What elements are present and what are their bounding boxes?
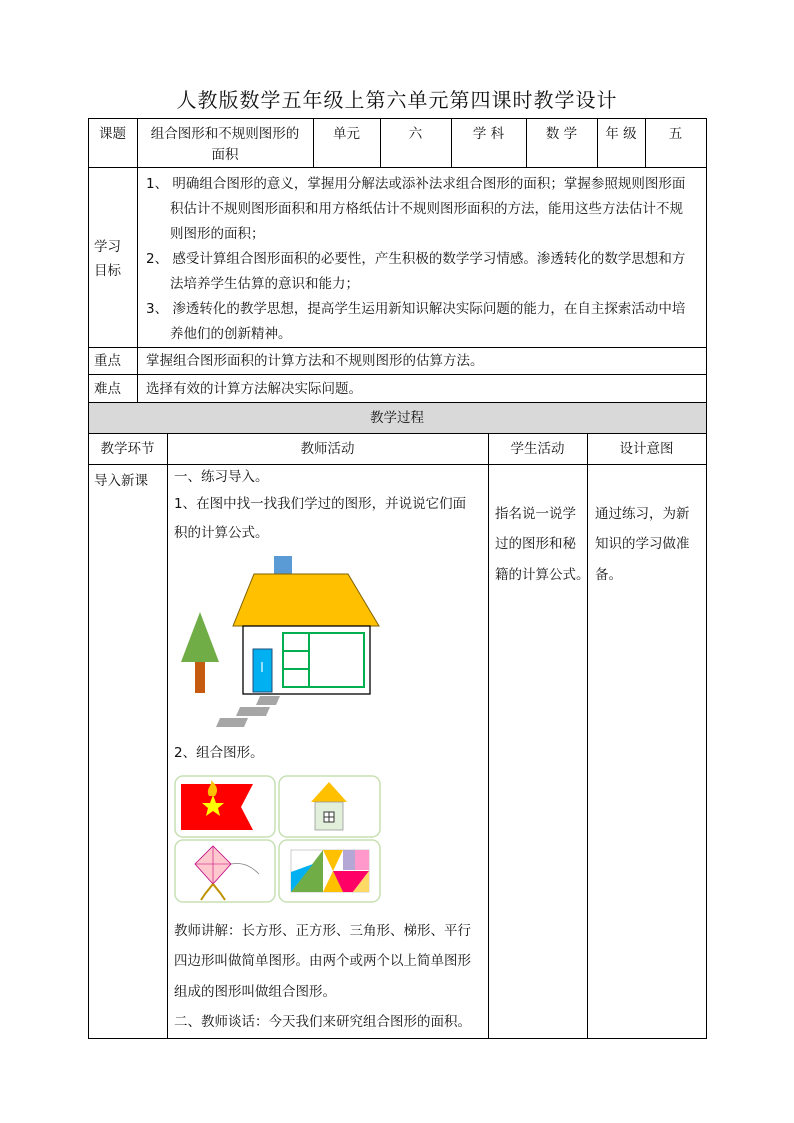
col-teacher: 教师活动	[300, 441, 355, 457]
col-student: 学生活动	[510, 441, 565, 457]
goal-line: 3、 渗透转化的教学思想，提高学生运用新知识解决实际问题的能力，在自主探索活动中培	[146, 301, 686, 317]
goals-label-line2: 目标	[94, 263, 121, 279]
goal-line: 2、 感受计算组合图形面积的必要性，产生积极的数学学习情感。渗透转化的数学思想和方	[146, 251, 686, 267]
difficulty-label: 难点	[94, 381, 121, 397]
intent-line: 通过练习，为新	[595, 506, 690, 522]
goals-label-line1: 学习	[94, 239, 121, 255]
composite-figures	[173, 774, 383, 904]
topic-label: 课题	[99, 126, 126, 142]
stage-name: 导入新课	[94, 473, 148, 489]
unit-value: 六	[408, 126, 423, 142]
student-line: 过的图形和秘	[495, 536, 576, 552]
intent-line: 备。	[595, 567, 622, 583]
intent-line: 知识的学习做准	[595, 536, 690, 552]
topic-value-line2: 面积	[211, 147, 239, 163]
grade-label: 年 级	[605, 126, 637, 142]
col-stage: 教学环节	[100, 441, 155, 457]
teacher-talk: 二、教师谈话：今天我们来研究组合图形的面积。	[174, 1014, 471, 1030]
goal-line: 法培养学生估算的意识和能力；	[170, 276, 359, 292]
grade-value: 五	[668, 126, 683, 142]
teacher-heading: 一、练习导入。	[174, 469, 269, 485]
roof	[233, 574, 379, 626]
topic-value-line1: 组合图形和不规则图形的	[150, 126, 300, 142]
teacher-q1-line1: 1、在图中找一找我们学过的图形，并说说它们面	[174, 496, 467, 512]
goal-line: 则图形的面积；	[170, 226, 265, 242]
goal-line: 1、 明确组合图形的意义，掌握用分解法或添补法求组合图形的面积；掌握参照规则图形面	[146, 176, 686, 192]
step	[236, 707, 270, 716]
subject-value: 数 学	[545, 126, 578, 142]
step	[216, 718, 248, 727]
chimney	[274, 556, 292, 576]
page-title: 人教版数学五年级上第六单元第四课时教学设计	[176, 88, 618, 112]
teacher-explain-line3: 组成的图形叫做组合图形。	[174, 984, 336, 1000]
student-line: 指名说一说学	[495, 506, 576, 522]
tree-trunk	[195, 659, 205, 693]
goal-line: 积估计不规则图形面积和用方格纸估计不规则图形面积的方法，能用这些方法估计不规	[170, 201, 683, 217]
col-intent: 设计意图	[619, 441, 674, 457]
student-line: 籍的计算公式。	[495, 567, 590, 583]
key-point-text: 掌握组合图形面积的计算方法和不规则图形的估算方法。	[146, 353, 484, 369]
step	[256, 696, 280, 705]
goal-line: 养他们的创新精神。	[170, 326, 292, 342]
subject-label: 学 科	[472, 126, 505, 142]
house-illustration	[170, 554, 390, 734]
teacher-explain-line2: 四边形叫做简单图形。由两个或两个以上简单图形	[174, 953, 471, 969]
process-title: 教学过程	[370, 410, 424, 426]
teacher-explain-line1: 教师讲解：长方形、正方形、三角形、梯形、平行	[174, 923, 471, 939]
difficulty-text: 选择有效的计算方法解决实际问题。	[146, 381, 362, 397]
teacher-q1-line2: 积的计算公式。	[174, 525, 269, 541]
tree-crown	[181, 612, 219, 662]
unit-label: 单元	[333, 126, 360, 142]
teacher-q2: 2、组合图形。	[174, 745, 264, 761]
key-point-label: 重点	[94, 353, 121, 369]
